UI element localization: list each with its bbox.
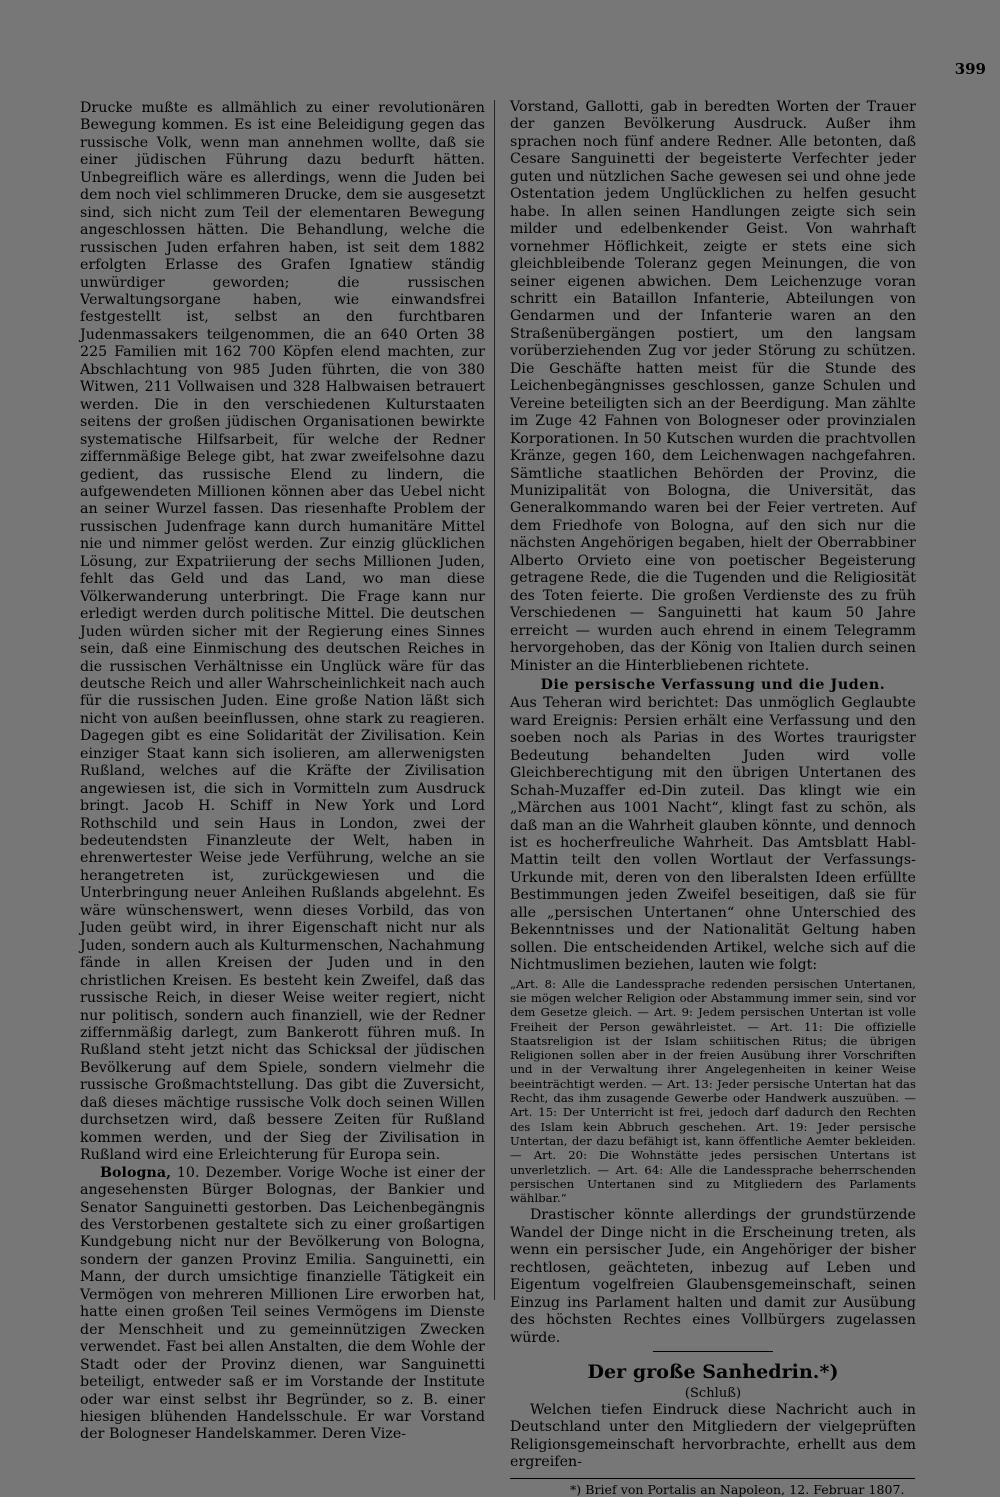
sanhedrin-paragraph: Welchen tiefen Eindruck diese Nachricht auch in Deutschland unter den Mitgliedern der vielgeprüften Religionsgemeinschaft hervorbrachte, erhellt aus dem ergreifen- bbox=[510, 1402, 916, 1471]
footnote: *) Brief von Portalis an Napoleon, 12. Februar 1807. bbox=[570, 1481, 905, 1497]
sanhedrin-subtitle: (Schluß) bbox=[684, 1386, 742, 1402]
right-column bbox=[510, 99, 916, 1497]
persia-paragraph: Aus Teheran wird berichtet: Das unmöglich Geglaubte ward Ereignis: Persien erhält eine Verfassung und den soeben noch als Parias in des Wortes traurigster Bedeutung behandelten Juden wird volle Gleichberechtigung mit den übrigen Untertanen des Schah-Muzaffer ed-Din zuteil. Das klingt wie ein „Märchen aus 1001 Nacht“, klingt fast zu schön, als daß man an die Wahrheit glauben könnte, und dennoch ist es hocherfreuliche Wahrheit. Das Amtsblatt Habl-Mattin teilt den vollen Wortlaut der Verfassungs-Urkunde mit, deren von den liberalsten Ideen erfüllte Bestimmungen jeden Zweifel beseitigen, daß sie für alle „persischen Untertanen“ ohne Unterschied des Bekenntnisses und der Nationalität Geltung haben sollen. Die entscheidenden Artikel, welche sich auf die Nichtmuslimen beziehen, lauten wie folgt: bbox=[510, 695, 916, 974]
bologna-continued: Vorstand, Gallotti, gab in beredten Worten der Trauer der ganzen Bevölkerung Ausdruck. Außer ihm sprachen noch fünf andere Redner. Alle betonten, daß Cesare Sanguinetti der begeisterte Verfechter jeder guten und nützlichen Sache gewesen sei und ohne jede Ostentation jedem Unglücklichen zu helfen gesucht habe. In allen seinen Handlungen zeigte sich sein milder und edelbenkender Geist. Von wahrhaft vornehmer Höflichkeit, zeigte er stets eine sich gleichbleibende Toleranz gegen Meinungen, die von seiner eigenen abwichen. Dem Leichenzuge voran schritt ein Bataillon Infanterie, Abteilungen von Gendarmen und der Infanterie waren an den Straßenübergängen postiert, um den langsam vorüberziehenden Zug vor jeder Störung zu schützen. Die Geschäfte hatten meist für die Stunde des Leichenbegängnisses geschlossen, ganze Schulen und Vereine beteiligten sich an der Beerdigung. Man zählte im Zuge 42 Fahnen von Bologneser oder provinzialen Korporationen. In 50 Kutschen wurden die prachtvollen Kränze, gegen 160, dem Leichenwagen nachgefahren. Sämtliche staatlichen Behörden der Provinz, die Munizipalität von Bologna, die Universität, das Generalkommando waren bei der Feier vertreten. Auf dem Friedhofe von Bologna, auf den sich nur die nächsten Angehörigen begaben, hielt der Oberrabbiner Alberto Orvieto eine von poetischer Begeisterung getragene Rede, die die Tugenden und die Religiosität des Toten feierte. Die großen Verdienste des zu früh Verschiedenen — Sanguinetti hat kaum 50 Jahre erreicht — wurden auch ehrend in einem Telegramm hervorgehoben, das der König von Italien durch seinen Minister an die Hinterbliebenen richtete. bbox=[510, 99, 916, 674]
sanhedrin-title: Der große Sanhedrin.*) bbox=[587, 1361, 839, 1384]
page-number: 399 bbox=[954, 60, 986, 78]
russia-paragraph: Drucke mußte es allmählich zu einer revolutionären Bewegung kommen. Es ist eine Beleidigung gegen das russische Volk, wenn man annehmen wollte, daß sie einer jüdischen Führung dazu bedurft hätten. Unbegreiflich wäre es allerdings, wenn die Juden bei dem noch viel schlimmeren Drucke, dem sie ausgesetzt sind, sich nicht zum Teil der elementaren Bewegung angeschlossen hätten. Die Behandlung, welche die russischen Juden erfahren haben, ist seit dem 1882 erfolgten Erlasse des Grafen Ignatiew ständig unwürdiger geworden; die russischen Verwaltungsorgane haben, wie einwandsfrei festgestellt ist, selbst an den furchtbaren Judenmassakers teilgenommen, die an 640 Orten 38 225 Familien mit 162 700 Köpfen elend machten, zur Abschlachtung von 985 Juden führten, die von 380 Witwen, 211 Vollwaisen und 328 Halbwaisen betrauert werden. Die in den verschiedenen Kulturstaaten seitens der großen jüdischen Organisationen bewirkte systematische Hilfsarbeit, für welche der Redner ziffernmäßige Belege gibt, hat zwar zweifelsohne dazu gedient, das russische Elend zu lindern, die aufgewendeten Millionen können aber das Uebel nicht an seiner Wurzel fassen. Das riesenhafte Problem der russischen Judenfrage kann durch humanitäre Mittel nie und nimmer gelöst werden. Zur einzig glücklichen Lösung, zur Expatriierung der sechs Millionen Juden, fehlt das Geld und das Land, wo man diese Völkerwanderung unterbringt. Die Frage kann nur erledigt werden durch politische Mittel. Die deutschen Juden würden sicher mit der Regierung eines Sinnes sein, daß eine Einmischung des deutschen Reiches in die russischen Verhältnisse ein Unglück wäre für das deutsche Reich und aller Wahrscheinlichkeit nach auch für die russischen Juden. Eine große Nation läßt sich nicht von außen beeinflussen, ohne stark zu reagieren. Dagegen gibt es eine Solidarität der Zivilisation. Kein einziger Staat kann sich isolieren, am allerwenigsten Rußland, welches auf die Kräfte der Zivilisation angewiesen ist, die sich in Vormitteln zum Ausdruck bringt. Jacob H. Schiff in New York und Lord Rothschild und sein Haus in London, zwei der bedeutendsten Finanzleute der Welt, haben in ehrenwertester Weise jede Verführung, welche an sie herangetreten ist, zurückgewiesen und die Unterbringung neuer Anleihen Rußlands abgelehnt. Es wäre wünschenswert, wenn dieses Vorbild, das von Juden geübt wird, in ihrer Eigenschaft nicht nur als Juden, sondern auch als Kulturmenschen, Nachahmung fände in allen Kreisen der Juden und in den christlichen Kreisen. Es besteht kein Zweifel, daß das russische Reich, in dieser Weise weiter regiert, nicht nur politisch, sondern auch finanziell, wie der Redner ziffernmäßig darlegt, zum Bankerott führen muß. In Rußland steht jetzt nicht das Schicksal der jüdischen Bevölkerung auf dem Spiele, sondern vielmehr die russische Großmachtstellung. Das gibt die Zuversicht, daß dieses mächtige russische Volk doch seinen Willen durchsetzen wird, daß bessere Zeiten für Rußland kommen werden, und der Sieg der Zivilisation in Rußland wird eine Erleichterung für Europa sein. bbox=[80, 100, 485, 1164]
bologna-paragraph bbox=[80, 1165, 485, 1444]
footnote-rule bbox=[510, 1478, 915, 1479]
section-separator bbox=[653, 1351, 773, 1352]
articles-quote: „Art. 8: Alle die Landessprache redenden persischen Untertanen, sie mögen welcher Religion oder Abstammung immer sein, sind vor dem Gesetze gleich. — Art. 9: Jedem persischen Untertan ist volle Freiheit der Person gewährleistet. — Art. 11: Die offizielle Staatsreligion ist der Islam schiitischen Ritus; die übrigen Religionen sollen aber in der freien Ausübung ihrer Vorschriften und in der Verwaltung ihrer Angelegenheiten in keiner Weise beeinträchtigt werden. — Art. 13: Jeder persische Untertan hat das Recht, das ihm zusagende Gewerbe oder Handwerk auszuüben. — Art. 15: Der Unterricht ist frei, jedoch darf dadurch den Rechten des Islam kein Abbruch geschehen. Art. 19: Jeder persische Untertan, der dazu befähigt ist, kann öffentliche Aemter bekleiden. — Art. 20: Die Wohnstätte jedes persischen Untertans ist unverletzlich. — Art. 64: Alle die Landessprache beherrschenden persischen Untertanen sind zu Mitgliedern des Parlaments wählbar.“ bbox=[510, 976, 916, 1206]
persia-closing: Drastischer könnte allerdings der grundstürzende Wandel der Dinge nicht in die Erscheinung treten, als wenn ein persischer Jude, ein Angehöriger der bisher rechtlosen, geächteten, inbezug auf Leben und Eigentum vogelfreien Glaubensgemeinschaft, seinen Einzug ins Parlament halten und damit zur Ausübung des höchsten Rechtes eines Vollbürgers zugelassen würde. bbox=[510, 1207, 916, 1346]
persia-heading: Die persische Verfassung und die Juden. bbox=[540, 676, 886, 693]
bologna-text: 10. Dezember. Vorige Woche ist einer der angesehensten Bürger Bolognas, der Bankier und Senator Sanguinetti gestorben. Das Leichenbegängnis des Verstorbenen gestaltete sich zu einer großartigen Kundgebung nicht nur der Bevölkerung von Bologna, sondern der ganzen Provinz Emilia. Sanguinetti, ein Mann, der durch umsichtige finanzielle Tätigkeit ein Vermögen von mehreren Millionen Lire erworben hat, hatte einen großen Teil seines Vermögens im Dienste der Menschheit und zu gemeinnützigen Zwecken verwendet. Fast bei allen Anstalten, die dem Wohle der Stadt oder der Provinz dienen, war Sanguinetti beteiligt, entweder saß er im Vorstande der Institute oder war einst selbst ihr Begründer, so z. B. einer hiesigen blühenden Handelsschule. Er war Vorstand der Bologneser Handelskammer. Deren Vize- bbox=[80, 1164, 485, 1443]
left-column bbox=[80, 100, 485, 1444]
bologna-dateline: Bologna, bbox=[100, 1164, 172, 1181]
column-divider bbox=[494, 100, 495, 1300]
